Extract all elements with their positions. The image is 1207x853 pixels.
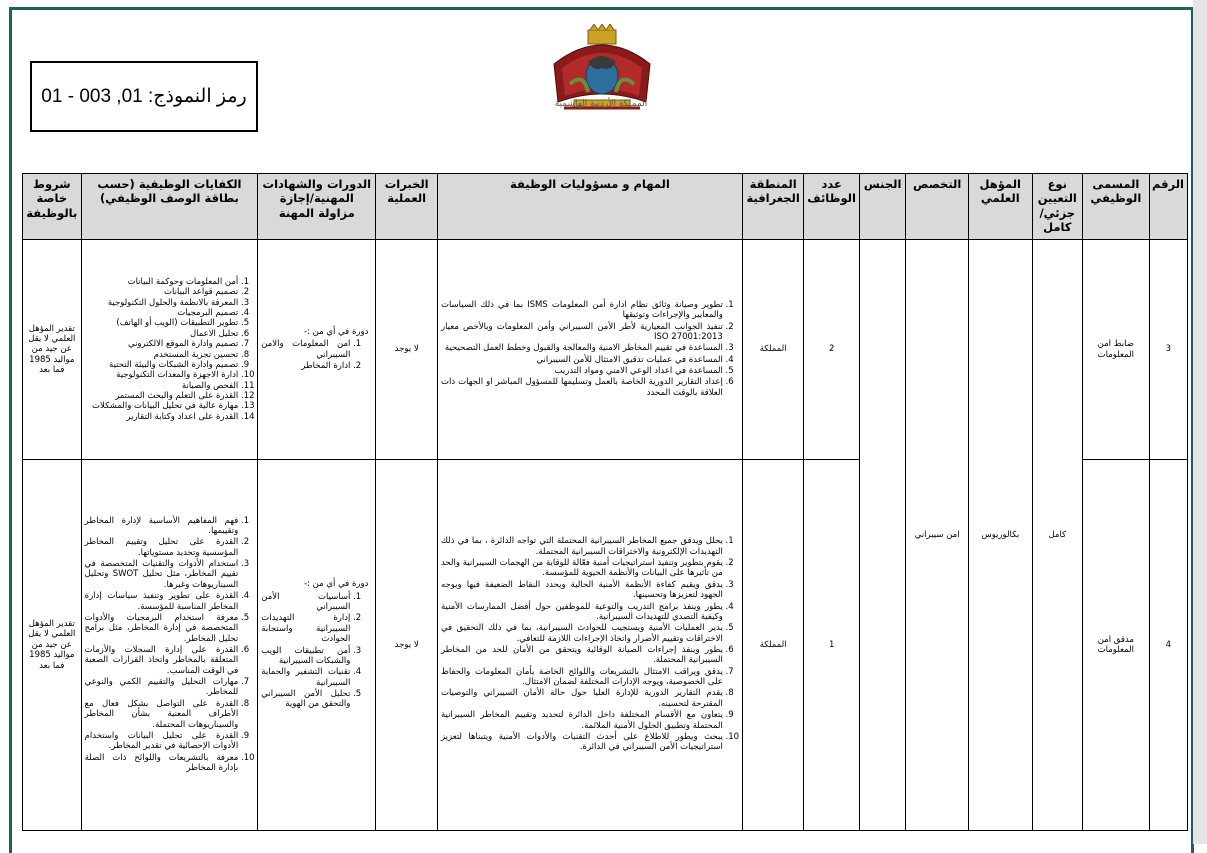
competency-item: 11. الفحص والصيانة bbox=[85, 381, 239, 391]
courses-intro: دورة في أي من :- bbox=[304, 326, 369, 337]
course-item: 1. امن المعلومات والامن السيبراني bbox=[261, 339, 350, 360]
form-code: رمز النموذج: 01, 003 - 01 bbox=[41, 86, 247, 107]
header-region: المنطقة الجغرافية bbox=[742, 174, 804, 240]
competency-item: 8. القدرة على التواصل بشكل فعال مع الأطراف المعنية بشأن المخاطر والسيناريوهات المحتملة. bbox=[85, 699, 239, 730]
task-item: 4. يطور وينفذ برامج التدريب والتوعية للموظفين حول أفضل الممارسات الأمنية وكيفية التصدي للتهديدات السيبرانية. bbox=[441, 602, 723, 623]
competency-item: 3. المعرفة بالانظمة والحلول التكنولوجية bbox=[85, 298, 239, 308]
header-gender: الجنس bbox=[859, 174, 905, 240]
header-qualification: المؤهل العلمي bbox=[968, 174, 1032, 240]
row-special-conditions: تقدير المؤهل العلمي لا يقل عن جيد من مواليد 1985 فما بعد bbox=[23, 240, 82, 460]
task-item: 7. يدقق ويراقب الامتثال بالتشريعات واللوائح الخاصة بأمان المعلومات والحفاظ على الخصوصية، ويوجه الإدارات المختلفة لضمان الامتثال. bbox=[441, 667, 723, 688]
header-count: عدد الوظائف bbox=[804, 174, 860, 240]
courses-intro: دورة في أي من :- bbox=[304, 579, 369, 590]
task-item: 2. تنفيذ الجوانب المعيارية لأطر الأمن السيبراني وأمن المعلومات وبالأخص معيار ISO 27001:2013 bbox=[441, 322, 723, 343]
competency-item: 8. تحسين تجربة المستخدم bbox=[85, 350, 239, 360]
competency-item: 14. القدرة على اعداد وكتابة التقارير bbox=[85, 412, 239, 422]
course-item: 1. أساسيات الأمن السيبراني bbox=[261, 592, 350, 613]
competency-item: 2. تصميم قواعد البيانات bbox=[85, 287, 239, 297]
competency-item: 9. تصميم وادارة الشبكات والبيئة التحتية bbox=[85, 360, 239, 370]
header-courses: الدورات والشهادات المهنية/إجازة مزاولة المهنة bbox=[258, 174, 376, 240]
row-experience: لا يوجد bbox=[376, 460, 438, 831]
competency-item: 5. معرفة استخدام البرمجيات والأدوات المتخصصة في إدارة المخاطر، مثل برامج تحليل المخاطر. bbox=[85, 613, 239, 644]
right-scroll-strip bbox=[1193, 0, 1207, 844]
header-specialization: التخصص bbox=[906, 174, 969, 240]
course-item: 3. أمن تطبيقات الويب والشبكات السيبرانية bbox=[261, 646, 350, 667]
courses-list bbox=[261, 339, 372, 371]
row-number: 4 bbox=[1149, 460, 1187, 831]
task-item: 2. يقوم بتطوير وتنفيذ استراتيجيات أمنية فعّالة للوقاية من الهجمات السيبرانية والحد من تأثيرها على البيانات والأنظمة الحيوية للمؤسسة. bbox=[441, 558, 723, 579]
competency-item: 1. فهم المفاهيم الأساسية لإدارة المخاطر وتقييمها. bbox=[85, 516, 239, 537]
gender bbox=[859, 240, 905, 831]
row-tasks bbox=[437, 460, 742, 831]
row-job-count: 1 bbox=[804, 460, 860, 831]
appointment-type: كامل bbox=[1032, 240, 1082, 831]
competency-item: 1. أمن المعلومات وحوكمة البيانات bbox=[85, 277, 239, 287]
row-region: المملكة bbox=[742, 460, 804, 831]
tasks-list bbox=[441, 536, 739, 752]
task-item: 6. إعداد التقارير الدورية الخاصة بالعمل وتسليمها للمسؤول المباشر او الجهات ذات العلاقة بالوقت المحدد bbox=[441, 377, 723, 398]
qualification: بكالوريوس bbox=[968, 240, 1032, 831]
course-item: 5. تحليل الأمن السيبراني والتحقق من الهوية bbox=[261, 689, 350, 710]
competency-item: 12. القدرة على التعلم والبحث المستمر bbox=[85, 391, 239, 401]
competency-item: 3. استخدام الأدوات والتقنيات المتخصصة في تقييم المخاطر، مثل تحليل SWOT وتحليل السيناريوهات وغيرها. bbox=[85, 559, 239, 590]
row-courses bbox=[258, 460, 376, 831]
task-item: 4. المساعدة في عمليات تدقيق الامتثال للأمن السيبراني bbox=[441, 355, 723, 365]
task-item: 1. يحلل ويدقق جميع المخاطر السيبرانية المحتملة التي تواجه الدائرة ، بما في ذلك التهديدات الإلكترونية والاختراقات السيبرانية المحتملة. bbox=[441, 536, 723, 557]
row-experience: لا يوجد bbox=[376, 240, 438, 460]
task-item: 3. المساعدة في تقييم المخاطر الامنية والمعالجة والقبول وخطط العمل التصحيحية bbox=[441, 343, 723, 353]
task-item: 3. يدقق ويقيم كفاءة الأنظمة الأمنية الحالية ويحدد النقاط الضعيفة فيها ويوجه الجهود لتعزيزها وتحسينها. bbox=[441, 580, 723, 601]
competency-item: 4. القدرة على تطوير وتنفيذ سياسات إدارة المخاطر المناسبة للمؤسسة. bbox=[85, 591, 239, 612]
jobs-table bbox=[22, 173, 1188, 831]
competency-item: 6. القدرة على إدارة السجلات والأزمات المتعلقة بالمخاطر واتخاذ القرارات الصعبة في الوقت المناسب. bbox=[85, 645, 239, 676]
row-special-conditions: تقدير المؤهل العلمي لا يقل عن جيد من مواليد 1985 فما بعد bbox=[23, 460, 82, 831]
row-competencies bbox=[81, 240, 258, 460]
header-job-title: المسمى الوظيفي bbox=[1083, 174, 1150, 240]
task-item: 9. يتعاون مع الأقسام المختلفة داخل الدائرة لتحديد وتقييم المخاطر السيبرانية المحتملة وتطبيق الحلول الأمنية الملائمة. bbox=[441, 710, 723, 731]
competency-item: 5. تطوير التطبيقات (الويب أو الهاتف) bbox=[85, 318, 239, 328]
course-item: 2. إدارة التهديدات السيبرانية واستجابة الحوادث bbox=[261, 613, 350, 644]
task-item: 8. يقدم التقارير الدورية للإدارة العليا حول حالة الأمان السيبراني والتوصيات المقترحة لتحسينه. bbox=[441, 688, 723, 709]
form-code-box bbox=[30, 61, 258, 132]
courses-list bbox=[261, 592, 372, 710]
task-item: 5. المساعدة في اعداد الوعي الامني ومواد التدريب bbox=[441, 366, 723, 376]
competency-item: 10. ادارة الاجهزة والمعدات التكنولوجية bbox=[85, 370, 239, 380]
table-row bbox=[23, 240, 1188, 460]
task-item: 1. تطوير وصيانة وثائق نظام ادارة أمن المعلومات ISMS بما في ذلك السياسات والمعايير والإجراءات وتوثيقها bbox=[441, 300, 723, 321]
row-region: المملكة bbox=[742, 240, 804, 460]
row-number: 3 bbox=[1149, 240, 1187, 460]
competencies-list bbox=[85, 516, 255, 774]
competency-item: 10. معرفة بالتشريعات واللوائح ذات الصلة بإدارة المخاطر bbox=[85, 753, 239, 774]
kingdom-caption: المملكة الأردنية الهاشمية bbox=[554, 99, 648, 109]
competency-item: 7. مهارات التحليل والتقييم الكمي والنوعي للمخاطر. bbox=[85, 677, 239, 698]
competency-item: 2. القدرة على تحليل وتقييم المخاطر المؤسسية وتحديد مستوياتها. bbox=[85, 537, 239, 558]
row-courses bbox=[258, 240, 376, 460]
task-item: 5. يدير العمليات الأمنية ويستجيب للحوادث السيبرانية، بما في ذلك التحقيق في الاختراقات وتقييم الأضرار واتخاذ الإجراءات اللازمة للتعافي. bbox=[441, 623, 723, 644]
competency-item: 13. مهارة عالية في تحليل البيانات والمشكلات bbox=[85, 401, 239, 411]
row-competencies bbox=[81, 460, 258, 831]
row-job-title: ضابط امن المعلومات bbox=[1083, 240, 1150, 460]
header-appointment: نوع التعيين جزئي/ كامل bbox=[1032, 174, 1082, 240]
task-item: 10. يبحث ويطور للاطلاع على أحدث التقنيات والأدوات الأمنية ويتبناها لتعزيز استراتيجيات الأمن السيبراني في الدائرة. bbox=[441, 732, 723, 753]
header-competencies: الكفايات الوظيفية (حسب بطاقة الوصف الوظيفي) bbox=[81, 174, 258, 240]
task-item: 6. يطور وينفذ إجراءات الصيانة الوقائية ويتحقق من الأمان للحد من المخاطر السيبرانية المحتملة. bbox=[441, 645, 723, 666]
competencies-list bbox=[85, 277, 255, 422]
row-job-count: 2 bbox=[804, 240, 860, 460]
row-tasks bbox=[437, 240, 742, 460]
competency-item: 6. تحليل الاعمال bbox=[85, 329, 239, 339]
header-tasks: المهام و مسؤوليات الوظيفة bbox=[437, 174, 742, 240]
competency-item: 4. تصميم البرمجيات bbox=[85, 308, 239, 318]
specialization: امن سيبراني bbox=[906, 240, 969, 831]
table-header-row bbox=[23, 174, 1188, 240]
competency-item: 9. القدرة على تحليل البيانات واستخدام الأدوات الإحصائية في تقدير المخاطر. bbox=[85, 731, 239, 752]
header-experience: الخبرات العملية bbox=[376, 174, 438, 240]
course-item: 4. تقنيات التشفير والحماية السيبرانية bbox=[261, 667, 350, 688]
competency-item: 7. تصميم وادارة الموقع الالكتروني bbox=[85, 339, 239, 349]
row-job-title: مدقق امن المعلومات bbox=[1083, 460, 1150, 831]
header-number: الرقم bbox=[1149, 174, 1187, 240]
tasks-list bbox=[441, 300, 739, 398]
course-item: 2. ادارة المخاطر bbox=[261, 361, 350, 371]
header-special-conditions: شروط خاصة بالوظيفة bbox=[23, 174, 82, 240]
